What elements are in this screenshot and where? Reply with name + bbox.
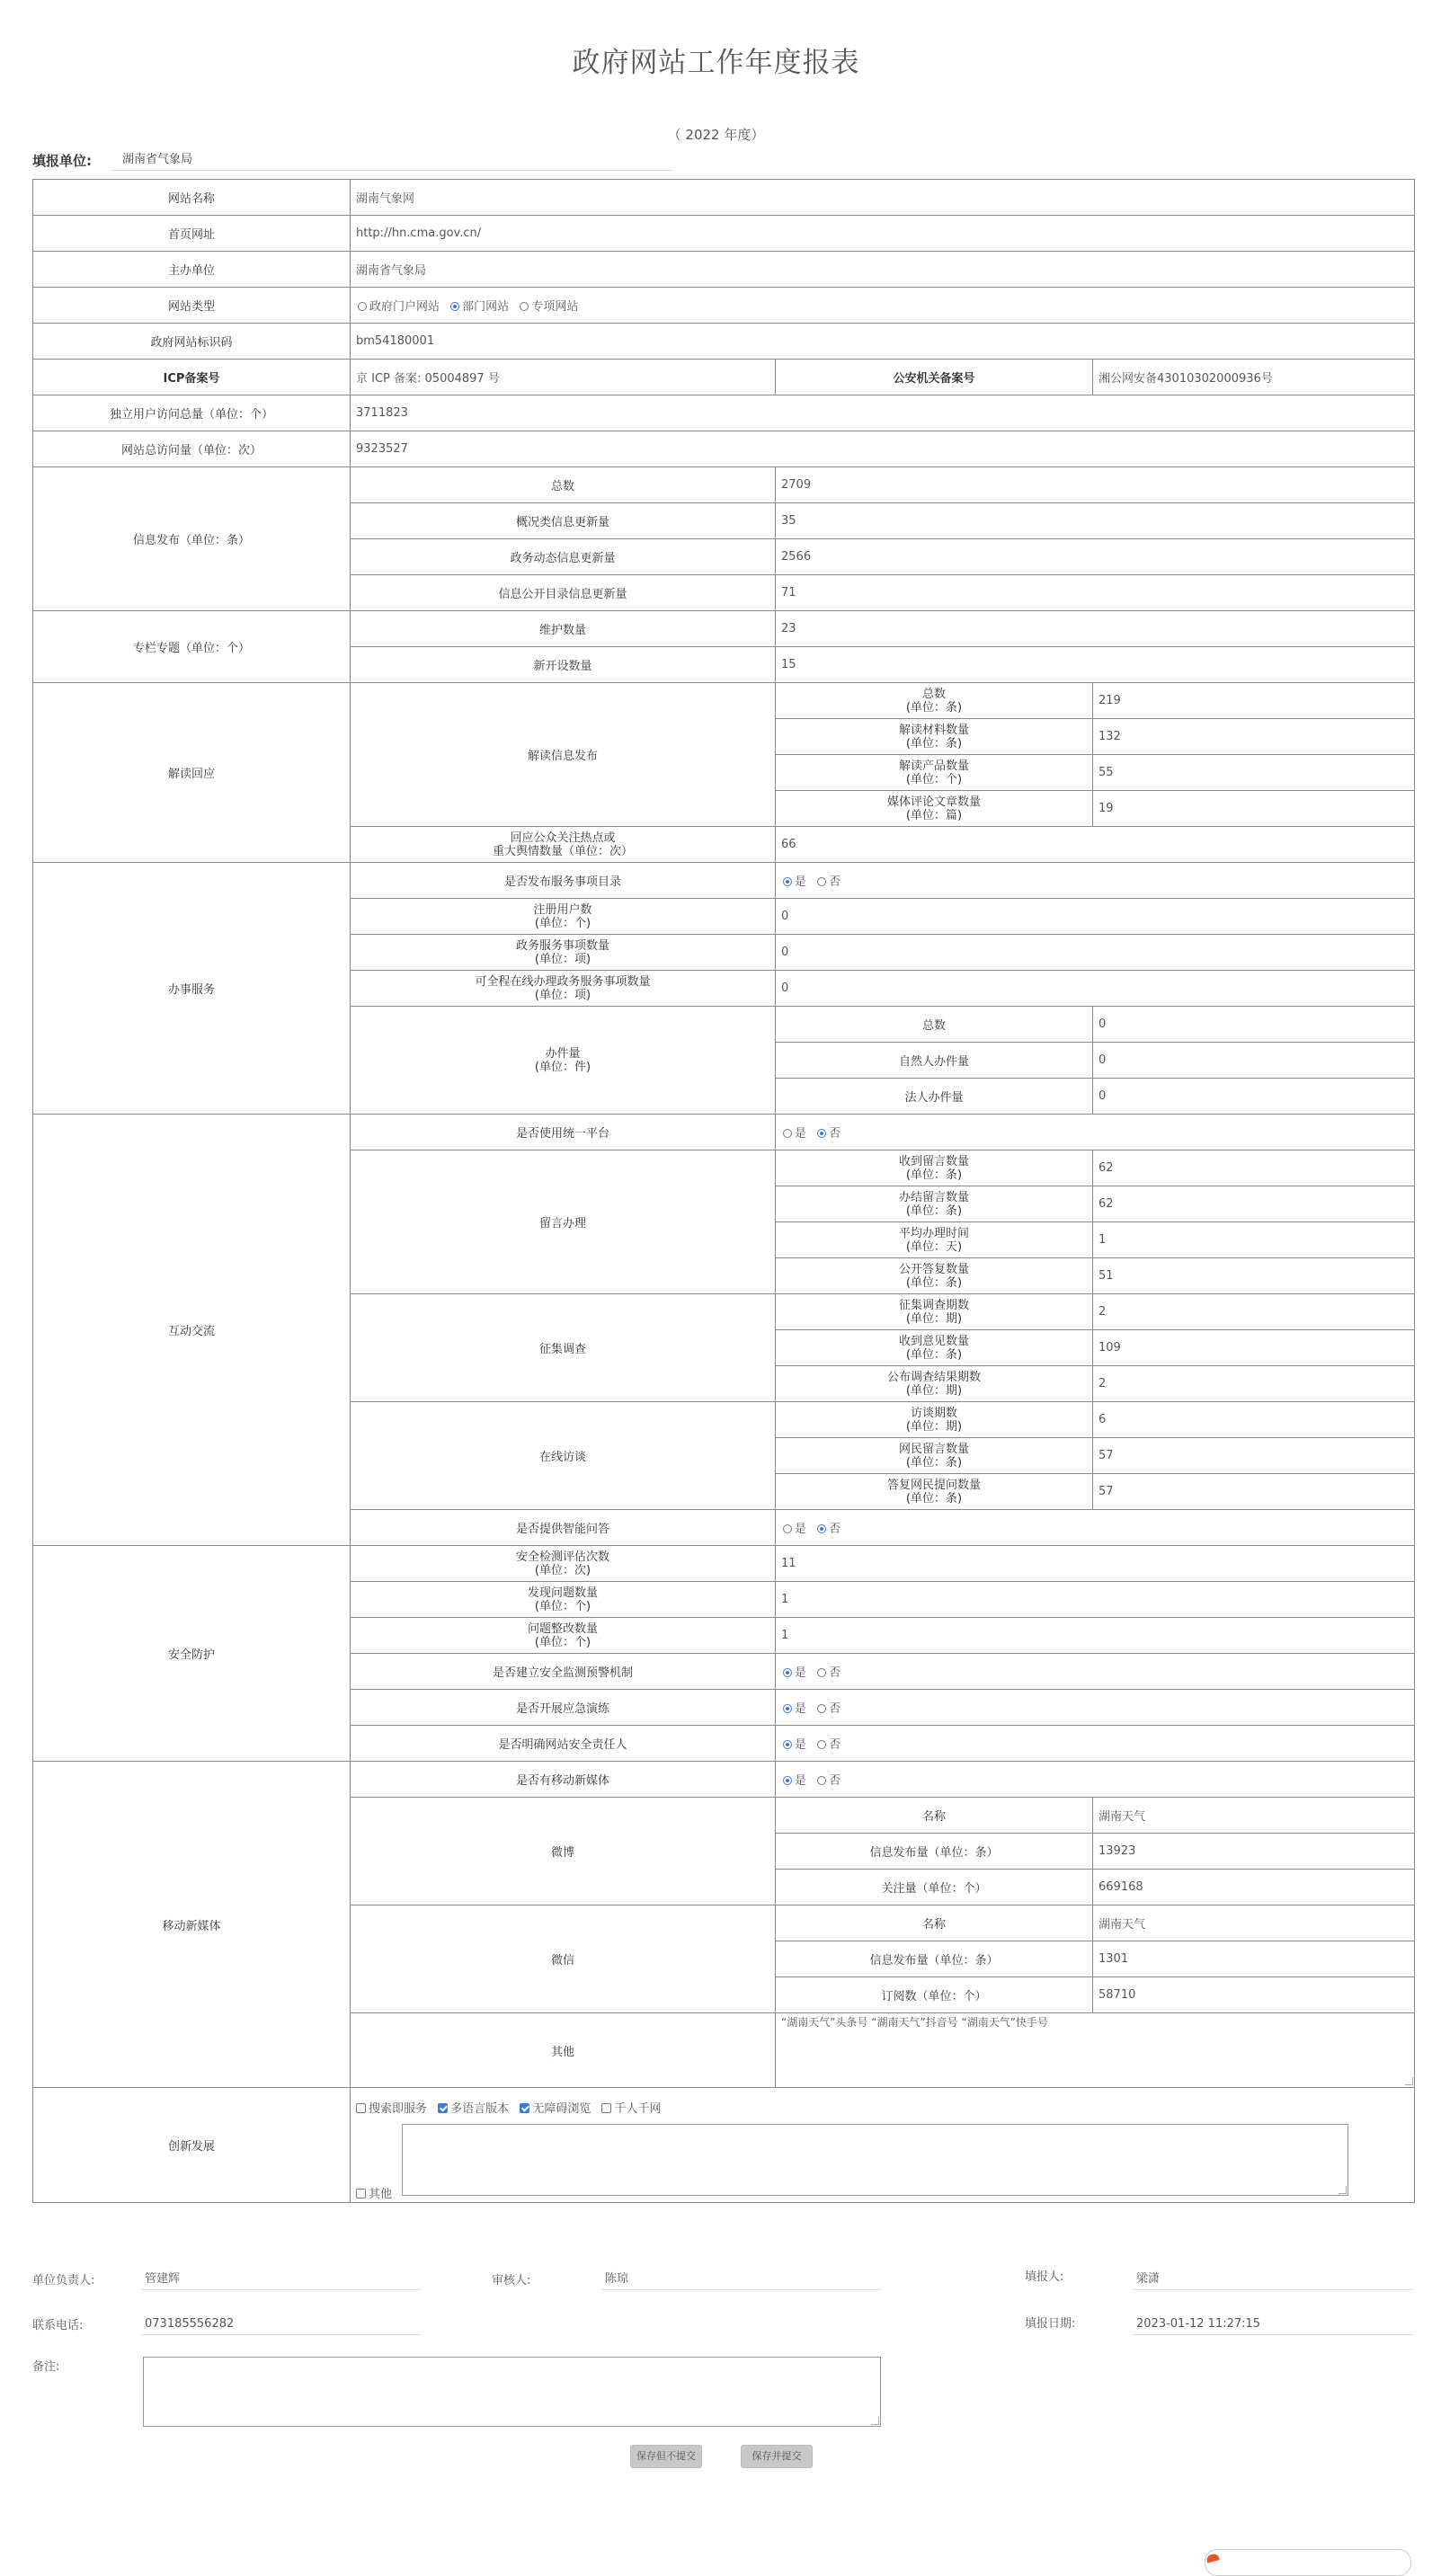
message-received-label: 收到留言数量 (单位：条) (776, 1150, 1093, 1186)
radio-icon (817, 877, 826, 886)
service-catalog-no[interactable]: 否 (815, 875, 841, 889)
weibo-posts-field[interactable]: 13923 (1093, 1834, 1415, 1870)
platform-radio-group (776, 1115, 1415, 1150)
mobile-has-yes[interactable]: 是 (781, 1774, 806, 1788)
info-total-field[interactable]: 2709 (776, 467, 1415, 503)
radio-icon (817, 1740, 826, 1749)
site-type-label: 网站类型 (33, 288, 351, 324)
site-type-option-department[interactable]: 部门网站 (449, 300, 509, 314)
page-views-field[interactable]: 9323527 (351, 431, 1415, 467)
icp-label: ICP备案号 (33, 360, 351, 395)
phone-field[interactable]: 073185556282 (141, 2314, 422, 2335)
site-id-field[interactable]: bm54180001 (351, 324, 1415, 360)
report-year: （ 2022 年度） (667, 127, 765, 143)
volume-person-label: 自然人办件量 (776, 1043, 1093, 1079)
innovation-label: 创新发展 (33, 2088, 351, 2203)
security-fixed-field[interactable]: 1 (776, 1618, 1415, 1654)
mobile-other-label: 其他 (351, 2013, 776, 2088)
innovation-other-textarea[interactable] (402, 2124, 1348, 2196)
service-label: 办事服务 (33, 863, 351, 1115)
survey-results-field[interactable]: 2 (1093, 1366, 1415, 1402)
police-record-field[interactable]: 湘公网安备43010302000936号 (1093, 360, 1415, 395)
info-news-field[interactable]: 2566 (776, 539, 1415, 575)
monitor-no[interactable]: 否 (815, 1666, 841, 1680)
remark-textarea[interactable] (143, 2357, 881, 2427)
smart-qa-no[interactable]: 否 (815, 1523, 841, 1536)
weibo-posts-label: 信息发布量（单位：条） (776, 1834, 1093, 1870)
wechat-label: 微信 (351, 1905, 776, 2013)
wechat-subs-field[interactable]: 58710 (1093, 1977, 1415, 2013)
site-name-label: 网站名称 (33, 180, 351, 216)
page-views-label: 网站总访问量（单位：次） (33, 431, 351, 467)
interpret-product-label: 解读产品数量 (单位：个) (776, 755, 1093, 791)
checkbox-icon (356, 2189, 366, 2198)
fill-unit-label: 填报单位: (32, 153, 92, 169)
volume-total-label: 总数 (776, 1007, 1093, 1043)
wechat-posts-field[interactable]: 1301 (1093, 1941, 1415, 1977)
platform-no[interactable]: 否 (815, 1127, 841, 1141)
checkbox-icon (356, 2103, 366, 2113)
talk-label: 在线访谈 (351, 1402, 776, 1510)
info-catalog-field[interactable]: 71 (776, 575, 1415, 611)
innovation-search-service[interactable]: 搜索即服务 (354, 2102, 427, 2116)
head-field[interactable]: 管建辉 (141, 2269, 422, 2290)
weibo-name-label: 名称 (776, 1798, 1093, 1834)
reviewer-field[interactable]: 陈琼 (601, 2269, 882, 2290)
message-label: 留言办理 (351, 1150, 776, 1294)
message-avg-time-field[interactable]: 1 (1093, 1222, 1415, 1258)
date-field[interactable]: 2023-01-12 11:27:15 (1133, 2314, 1413, 2335)
host-unit-label: 主办单位 (33, 252, 351, 288)
site-name-field[interactable]: 湖南气象网 (351, 180, 1415, 216)
home-url-label: 首页网址 (33, 216, 351, 252)
remark-label: 备注: (32, 2360, 60, 2374)
response-field[interactable]: 66 (776, 827, 1415, 863)
online-items-label: 可全程在线办理政务服务事项数量 (单位：项) (351, 971, 776, 1007)
floating-widget[interactable] (1205, 2549, 1411, 2576)
interpret-product-field[interactable]: 55 (1093, 755, 1415, 791)
save-draft-button[interactable]: 保存但不提交 (630, 2445, 702, 2468)
talk-messages-label: 网民留言数量 (单位：条) (776, 1438, 1093, 1474)
interpret-label: 解读回应 (33, 683, 351, 863)
monitor-yes[interactable]: 是 (781, 1666, 806, 1680)
message-public-label: 公开答复数量 (单位：条) (776, 1258, 1093, 1294)
owner-no[interactable]: 否 (815, 1738, 841, 1752)
survey-periods-field[interactable]: 2 (1093, 1294, 1415, 1330)
talk-answers-field[interactable]: 57 (1093, 1474, 1415, 1510)
message-public-field[interactable]: 51 (1093, 1258, 1415, 1294)
mobile-other-textarea[interactable]: “湖南天气”头条号 “湖南天气”抖音号 “湖南天气”快手号 (776, 2013, 1414, 2086)
service-items-label: 政务服务事项数量 (单位：项) (351, 935, 776, 971)
radio-selected-icon (817, 1524, 826, 1533)
fill-unit-field[interactable]: 湖南省气象局 (111, 149, 672, 171)
police-record-label: 公安机关备案号 (776, 360, 1093, 395)
smart-qa-yes[interactable]: 是 (781, 1523, 806, 1536)
talk-periods-label: 访谈期数 (单位：期) (776, 1402, 1093, 1438)
radio-icon (358, 302, 367, 311)
info-total-label: 总数 (351, 467, 776, 503)
online-items-field[interactable]: 0 (776, 971, 1415, 1007)
smart-qa-label: 是否提供智能问答 (351, 1510, 776, 1546)
platform-yes[interactable]: 是 (781, 1127, 806, 1141)
unique-visitors-label: 独立用户访问总量（单位：个） (33, 395, 351, 431)
info-catalog-label: 信息公开目录信息更新量 (351, 575, 776, 611)
weibo-followers-field[interactable]: 669168 (1093, 1870, 1415, 1905)
drill-radio-group (776, 1690, 1415, 1726)
interpret-media-field[interactable]: 19 (1093, 791, 1415, 827)
resize-grip-icon[interactable] (1405, 2077, 1413, 2085)
radio-icon (817, 1704, 826, 1713)
save-submit-button[interactable]: 保存并提交 (741, 2445, 813, 2468)
innovation-personalized[interactable]: 千人千网 (600, 2102, 661, 2116)
innovation-accessible[interactable]: 无障碍浏览 (518, 2102, 591, 2116)
survey-results-label: 公布调查结果期数 (单位：期) (776, 1366, 1093, 1402)
column-maintain-field[interactable]: 23 (776, 611, 1415, 647)
info-overview-label: 概况类信息更新量 (351, 503, 776, 539)
service-catalog-yes[interactable]: 是 (781, 875, 806, 889)
monitor-radio-group (776, 1654, 1415, 1690)
checkbox-icon (601, 2103, 611, 2113)
message-closed-field[interactable]: 62 (1093, 1186, 1415, 1222)
head-label: 单位负责人: (32, 2274, 95, 2287)
interpret-publish-label: 解读信息发布 (351, 683, 776, 827)
registered-users-field[interactable]: 0 (776, 899, 1415, 935)
security-found-field[interactable]: 1 (776, 1582, 1415, 1618)
volume-total-field[interactable]: 0 (1093, 1007, 1415, 1043)
response-label: 回应公众关注热点或 重大舆情数量（单位：次） (351, 827, 776, 863)
info-publish-label: 信息发布（单位：条） (33, 467, 351, 611)
wechat-subs-label: 订阅数（单位：个） (776, 1977, 1093, 2013)
innovation-other[interactable]: 其他 (354, 2184, 392, 2201)
radio-selected-icon (783, 1704, 792, 1713)
security-found-label: 发现问题数量 (单位：个) (351, 1582, 776, 1618)
registered-users-label: 注册用户数 (单位：个) (351, 899, 776, 935)
report-table (32, 179, 1415, 2203)
info-overview-field[interactable]: 35 (776, 503, 1415, 539)
icp-field[interactable]: 京 ICP 备案: 05004897 号 (351, 360, 776, 395)
site-id-label: 政府网站标识码 (33, 324, 351, 360)
wechat-posts-label: 信息发布量（单位：条） (776, 1941, 1093, 1977)
radio-selected-icon (817, 1129, 826, 1138)
innovation-options (354, 2099, 666, 2116)
mobile-other-cell (776, 2013, 1415, 2088)
radio-icon (783, 1129, 792, 1138)
message-avg-time-label: 平均办理时间 (单位：天) (776, 1222, 1093, 1258)
unique-visitors-field[interactable]: 3711823 (351, 395, 1415, 431)
site-type-option-portal[interactable]: 政府门户网站 (356, 300, 440, 314)
column-maintain-label: 维护数量 (351, 611, 776, 647)
talk-answers-label: 答复网民提问数量 (单位：条) (776, 1474, 1093, 1510)
security-checks-field[interactable]: 11 (776, 1546, 1415, 1582)
drill-label: 是否开展应急演练 (351, 1690, 776, 1726)
interpret-material-label: 解读材料数量 (单位：条) (776, 719, 1093, 755)
mobile-has-radio-group (776, 1762, 1415, 1798)
security-fixed-label: 问题整改数量 (单位：个) (351, 1618, 776, 1654)
message-closed-label: 办结留言数量 (单位：条) (776, 1186, 1093, 1222)
security-checks-label: 安全检测评估次数 (单位：次) (351, 1546, 776, 1582)
radio-selected-icon (450, 302, 459, 311)
host-unit-field[interactable]: 湖南省气象局 (351, 252, 1415, 288)
interpret-total-label: 总数 (单位：条) (776, 683, 1093, 719)
message-received-field[interactable]: 62 (1093, 1150, 1415, 1186)
column-label: 专栏专题（单位：个） (33, 611, 351, 683)
volume-person-field[interactable]: 0 (1093, 1043, 1415, 1079)
radio-icon (817, 1776, 826, 1785)
volume-legal-label: 法人办件量 (776, 1079, 1093, 1115)
survey-label: 征集调查 (351, 1294, 776, 1402)
radio-selected-icon (783, 1776, 792, 1785)
innovation-cell (351, 2088, 1415, 2203)
column-new-field[interactable]: 15 (776, 647, 1415, 683)
checkbox-checked-icon (520, 2103, 529, 2113)
smart-qa-radio-group (776, 1510, 1415, 1546)
owner-radio-group (776, 1726, 1415, 1762)
drill-no[interactable]: 否 (815, 1702, 841, 1716)
radio-icon (520, 302, 529, 311)
phone-label: 联系电话: (32, 2319, 84, 2332)
radio-icon (817, 1668, 826, 1677)
site-type-option-special[interactable]: 专项网站 (518, 300, 578, 314)
talk-periods-field[interactable]: 6 (1093, 1402, 1415, 1438)
interpret-media-label: 媒体评论文章数量 (单位：篇) (776, 791, 1093, 827)
weibo-label: 微博 (351, 1798, 776, 1905)
talk-messages-field[interactable]: 57 (1093, 1438, 1415, 1474)
reporter-field[interactable]: 梁潇 (1133, 2269, 1413, 2290)
innovation-multilang[interactable]: 多语言版本 (436, 2102, 509, 2116)
checkbox-checked-icon (438, 2103, 448, 2113)
volume-label: 办件量 (单位：件) (351, 1007, 776, 1115)
interact-label: 互动交流 (33, 1115, 351, 1546)
weibo-name-field[interactable]: 湖南天气 (1093, 1798, 1415, 1834)
resize-grip-icon[interactable] (1339, 2186, 1347, 2194)
radio-icon (783, 1524, 792, 1533)
radio-selected-icon (783, 877, 792, 886)
weibo-followers-label: 关注量（单位：个） (776, 1870, 1093, 1905)
site-type-radio-group (351, 288, 1415, 324)
wechat-name-label: 名称 (776, 1905, 1093, 1941)
resize-grip-icon[interactable] (871, 2417, 879, 2425)
security-label: 安全防护 (33, 1546, 351, 1762)
radio-selected-icon (783, 1740, 792, 1749)
survey-opinions-field[interactable]: 109 (1093, 1330, 1415, 1366)
interpret-total-field[interactable]: 219 (1093, 683, 1415, 719)
radio-selected-icon (783, 1668, 792, 1677)
reporter-label: 填报人: (1025, 2270, 1064, 2284)
reviewer-label: 审核人: (492, 2274, 531, 2287)
mobile-has-no[interactable]: 否 (815, 1774, 841, 1788)
home-url-field[interactable]: http://hn.cma.gov.cn/ (351, 216, 1415, 252)
service-catalog-label: 是否发布服务事项目录 (351, 863, 776, 899)
column-new-label: 新开设数量 (351, 647, 776, 683)
service-items-field[interactable]: 0 (776, 935, 1415, 971)
interpret-material-field[interactable]: 132 (1093, 719, 1415, 755)
date-label: 填报日期: (1025, 2317, 1076, 2331)
monitor-label: 是否建立安全监测预警机制 (351, 1654, 776, 1690)
info-news-label: 政务动态信息更新量 (351, 539, 776, 575)
mobile-has-label: 是否有移动新媒体 (351, 1762, 776, 1798)
volume-legal-field[interactable]: 0 (1093, 1079, 1415, 1115)
service-catalog-radio-group (776, 863, 1415, 899)
mobile-label: 移动新媒体 (33, 1762, 351, 2088)
wechat-name-field[interactable]: 湖南天气 (1093, 1905, 1415, 1941)
owner-yes[interactable]: 是 (781, 1738, 806, 1752)
owner-label: 是否明确网站安全责任人 (351, 1726, 776, 1762)
survey-periods-label: 征集调查期数 (单位：期) (776, 1294, 1093, 1330)
survey-opinions-label: 收到意见数量 (单位：条) (776, 1330, 1093, 1366)
page-title: 政府网站工作年度报表 (572, 47, 860, 79)
drill-yes[interactable]: 是 (781, 1702, 806, 1716)
platform-label: 是否使用统一平台 (351, 1115, 776, 1150)
